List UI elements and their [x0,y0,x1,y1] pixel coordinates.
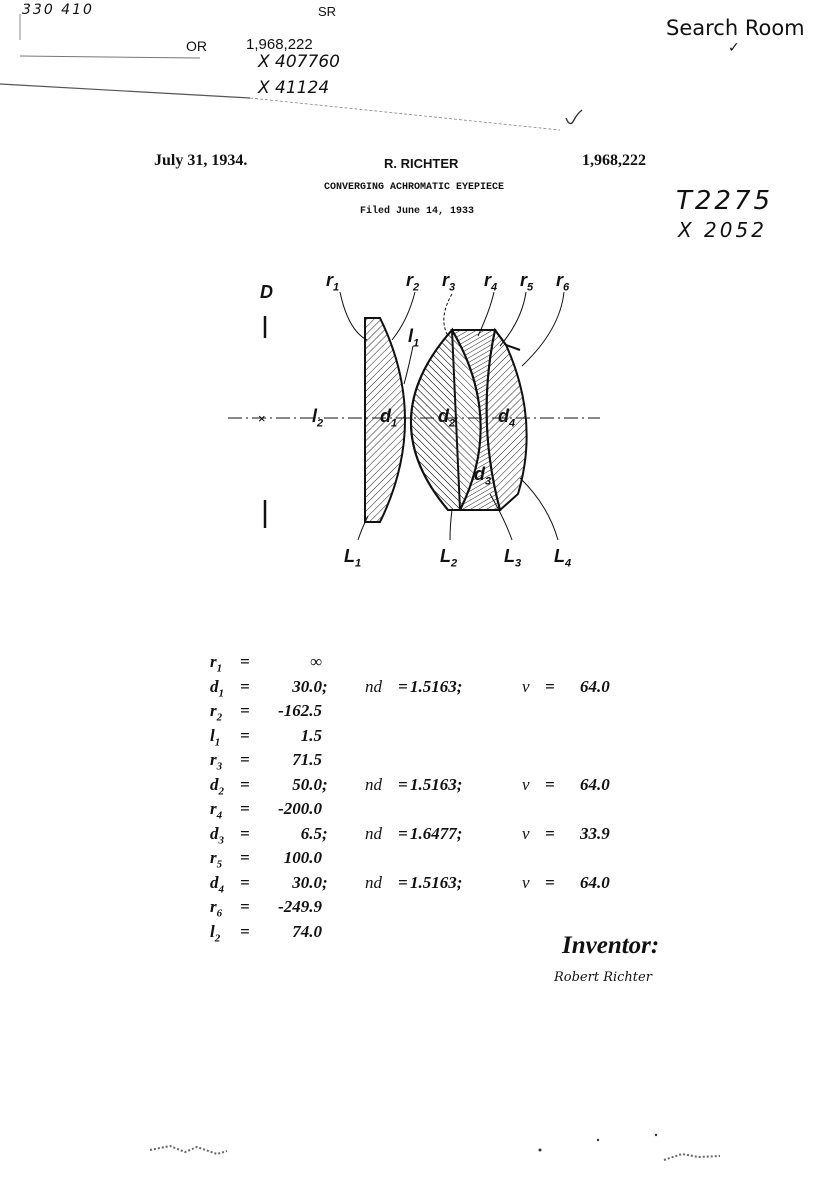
leader-r1 [340,292,367,340]
spec-value: ∞ [309,652,322,671]
spec-symbol: r [210,652,217,671]
label-d4-sym: d [498,406,509,426]
nu-equals: = [545,823,555,843]
nd-equals: = [398,872,408,892]
label-L1-sub: 1 [355,557,362,570]
spec-semicolon: ; [322,872,328,892]
nd-equals: = [398,774,408,794]
spec-symbol: d [210,676,219,696]
spec-symbol: r [210,701,217,720]
top-center-mark: SR [318,4,337,19]
label-d1-sub: 1 [391,417,398,430]
nu-label: ν [522,872,530,892]
spec-equals: = [240,725,250,745]
label-diaphragm: D [260,282,273,302]
inventor-label: Inventor: [562,932,660,959]
nd-label: nd [365,676,382,696]
nd-equals: = [398,676,408,696]
spec-value: -249.9 [278,897,322,916]
spec-symbol: d [210,823,219,843]
label-r1-sub: 1 [333,281,340,294]
top-left-mark: 330 410 [22,2,94,18]
pen-tick [566,110,582,124]
label-L3-sub: 3 [515,557,522,570]
label-L2-sub: 2 [451,557,458,570]
label-d1-sym: d [380,406,391,426]
spec-symbol-sub: 2 [214,931,221,944]
spec-equals: = [240,921,250,941]
leader-L4 [520,478,558,540]
spec-symbol: r [210,848,217,867]
search-room-label: Search Room [666,16,805,40]
label-d2-sym: d [438,406,449,426]
label-r3-sub: 3 [449,281,456,294]
spec-symbol-sub: 6 [216,907,223,920]
patent-number: 1,968,222 [582,152,646,169]
spec-value: 71.5 [292,750,322,769]
label-r4-sub: 4 [491,281,498,294]
handwritten-ref-1: X 407760 [258,52,340,72]
scan-speck [150,1146,227,1154]
patent-title: CONVERGING ACHROMATIC EYEPIECE [324,182,505,193]
label-l2-sym: l [312,406,318,426]
spec-value: 30.0 [292,872,322,892]
label-d3-sub: 3 [485,475,492,488]
label-L3-sym: L [504,546,515,566]
spec-symbol-sub: 1 [214,735,221,748]
scan-line [0,84,250,98]
spec-equals: = [240,652,250,671]
spec-semicolon: ; [322,676,328,696]
spec-symbol: d [210,872,219,892]
patent-date: July 31, 1934. [154,152,248,169]
spec-symbol: l [210,725,215,745]
label-L1-sym: L [344,546,355,566]
patent-ref-mark: 1,968,222 [246,36,313,53]
spec-value: -162.5 [278,701,322,720]
label-r3-sym: r [442,270,450,290]
nu-value: 64.0 [580,872,610,892]
spec-symbol-sub: 5 [216,858,223,871]
spec-equals: = [240,823,250,843]
scan-line [20,56,200,58]
leader-r5 [500,292,526,346]
label-r4-sym: r [484,270,492,290]
nu-value: 64.0 [580,676,610,696]
nu-equals: = [545,676,555,696]
spec-value: 50.0 [292,774,322,794]
label-r5-sym: r [520,270,528,290]
handwritten-code-1: T2275 [676,186,774,216]
inventor-signature: Robert Richter [554,970,652,985]
label-l2-sub: 2 [317,417,324,430]
label-r6-sym: r [556,270,564,290]
spec-value: -200.0 [278,799,322,818]
label-L4-sym: L [554,546,565,566]
axis-cross-icon: × [258,411,266,426]
spec-equals: = [240,799,250,818]
label-d2-sub: 2 [449,417,456,430]
nd-equals: = [398,823,408,843]
spec-symbol-sub: 4 [216,809,223,822]
scan-speck [664,1154,720,1160]
spec-symbol: r [210,750,217,769]
scan-speck [655,1134,657,1136]
spec-symbol-sub: 4 [218,882,224,895]
scan-speck [597,1139,599,1141]
nu-equals: = [545,774,555,794]
nu-value: 64.0 [580,774,610,794]
label-L2-sym: L [440,546,451,566]
nd-value: 1.5163; [410,872,463,892]
label-r5-sub: 5 [527,281,534,294]
spec-value: 74.0 [292,921,322,941]
scan-speck [539,1149,542,1152]
spec-semicolon: ; [322,774,328,794]
spec-symbol: l [210,921,215,941]
spec-symbol-sub: 3 [218,833,224,846]
nd-label: nd [365,823,382,843]
filed-date: Filed June 14, 1933 [360,206,475,217]
label-r1-sym: r [326,270,334,290]
spec-value: 1.5 [300,725,322,745]
leader-L2 [450,510,452,540]
label-r6-sub: 6 [563,281,570,294]
label-d4-sub: 4 [509,417,516,430]
spec-symbol-sub: 2 [218,784,224,797]
nu-label: ν [522,774,530,794]
nd-label: nd [365,872,382,892]
scan-line [250,98,560,130]
nd-value: 1.5163; [410,676,463,696]
spec-value: 100.0 [283,848,322,867]
leader-l1 [404,346,413,384]
nu-value: 33.9 [580,823,610,843]
spec-value: 30.0 [292,676,322,696]
spec-equals: = [240,701,250,720]
spec-symbol-sub: 2 [216,711,223,724]
spec-symbol-sub: 1 [216,662,223,675]
nu-label: ν [522,676,530,696]
spec-symbol: r [210,799,217,818]
spec-symbol: r [210,897,217,916]
handwritten-code-2: X 2052 [678,218,767,242]
spec-symbol-sub: 3 [216,760,223,773]
spec-equals: = [240,774,250,794]
nd-label: nd [365,774,382,794]
spec-semicolon: ; [322,823,328,843]
label-r2-sub: 2 [413,281,420,294]
label-d3-sym: d [474,464,485,484]
nd-value: 1.5163; [410,774,463,794]
nu-equals: = [545,872,555,892]
spec-equals: = [240,897,250,916]
nd-value: 1.6477; [410,823,463,843]
leader-L1 [358,516,368,540]
check-mark: ✓ [728,40,740,56]
spec-equals: = [240,848,250,867]
label-r2-sym: r [406,270,414,290]
handwritten-ref-2: X 41124 [258,78,330,98]
leader-r6 [522,292,564,366]
spec-equals: = [240,750,250,769]
spec-value: 6.5 [300,823,322,843]
nu-label: ν [522,823,530,843]
label-L4-sub: 4 [565,557,572,570]
label-l1-sub: 1 [413,337,420,350]
spec-symbol-sub: 1 [218,686,224,699]
label-l1-sym: l [408,326,414,346]
spec-equals: = [240,676,250,696]
spec-equals: = [240,872,250,892]
or-label: OR [186,38,207,54]
spec-symbol: d [210,774,219,794]
inventor-name: R. RICHTER [384,156,459,171]
